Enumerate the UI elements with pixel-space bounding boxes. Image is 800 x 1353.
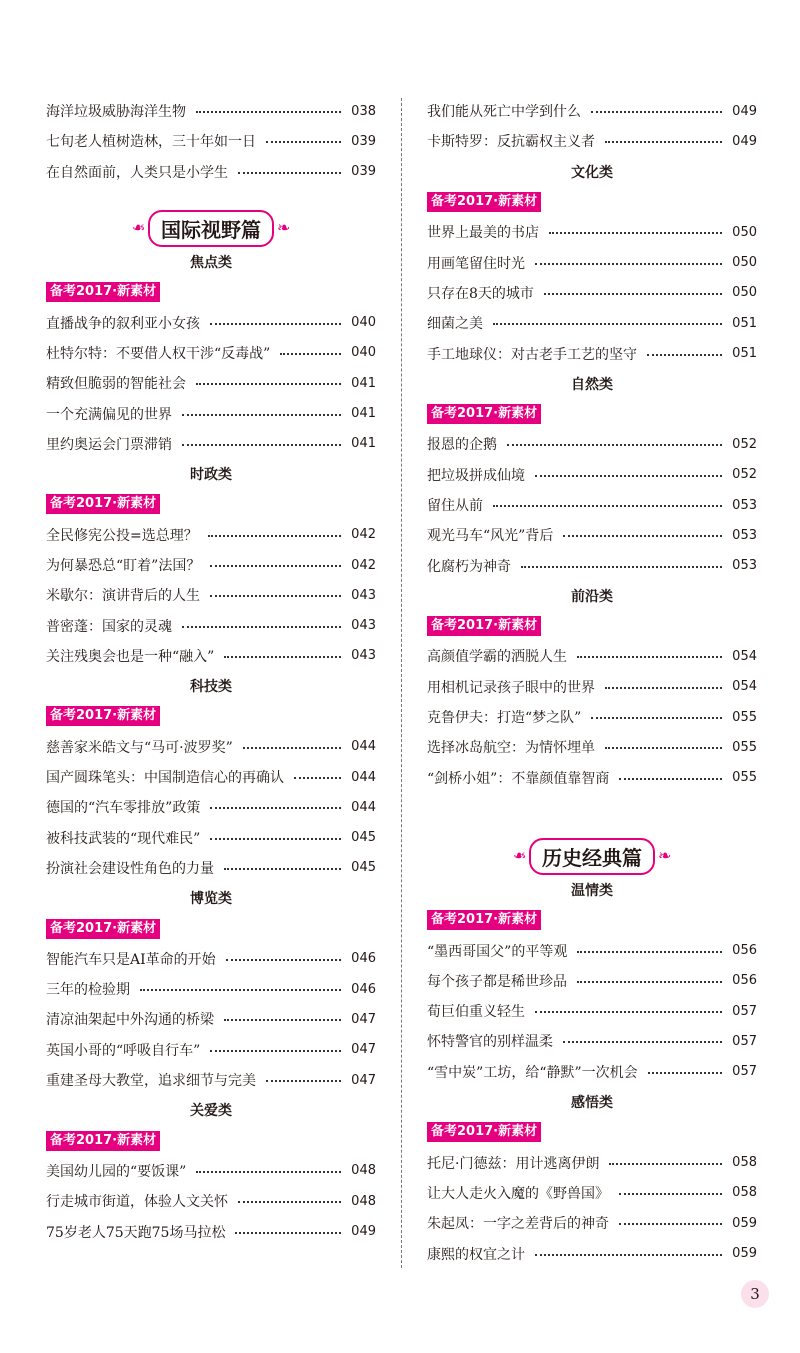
toc-entry[interactable] — [427, 278, 757, 308]
entry-title: 康熙的权宜之计 — [427, 1246, 525, 1263]
entry-title: “雪中炭”工坊，给“静默”一次机会 — [427, 1064, 638, 1081]
entry-title: 克鲁伊夫：打造“梦之队” — [427, 710, 582, 727]
entry-page-number: 053 — [732, 527, 757, 543]
entry-page-number: 047 — [351, 1072, 376, 1088]
toc-entry[interactable] — [46, 398, 376, 428]
dot-leader — [619, 778, 722, 780]
new-material-tag: 备考2017·新素材 — [427, 404, 541, 424]
toc-entry[interactable] — [46, 307, 376, 337]
tag-row — [427, 187, 757, 217]
entry-title: 每个孩子都是稀世珍品 — [427, 973, 567, 990]
entry-page-number: 051 — [732, 315, 757, 331]
tag-row — [427, 905, 757, 935]
entry-title: 化腐朽为神奇 — [427, 558, 511, 575]
dot-leader — [577, 951, 722, 953]
entry-title: 只存在8天的城市 — [427, 285, 534, 302]
entry-page-number: 044 — [351, 739, 376, 755]
tag-row — [46, 277, 376, 307]
dot-leader — [196, 1171, 341, 1173]
entry-title: 我们能从死亡中学到什么 — [427, 104, 581, 121]
toc-entry[interactable] — [427, 550, 757, 580]
entry-title: 为何暴恐总“盯着”法国？ — [46, 558, 201, 574]
entry-title: 把垃圾拼成仙境 — [427, 467, 525, 484]
dot-leader — [238, 172, 341, 174]
dot-leader — [619, 1193, 722, 1195]
entry-page-number: 059 — [732, 1246, 757, 1262]
dot-leader — [563, 535, 722, 537]
dot-leader — [577, 981, 722, 983]
entry-title: 75岁老人75天跑75场马拉松 — [46, 1224, 226, 1241]
toc-entry[interactable] — [427, 1238, 757, 1268]
toc-entry[interactable] — [46, 792, 376, 822]
entry-title: 荀巨伯重义轻生 — [427, 1004, 525, 1021]
new-material-tag: 备考2017·新素材 — [46, 706, 160, 726]
entry-page-number: 041 — [351, 436, 376, 452]
entry-title: “剑桥小姐”：不靠颜值靠智商 — [427, 770, 610, 787]
page-number: 3 — [741, 1280, 769, 1308]
new-material-tag: 备考2017·新素材 — [46, 282, 160, 302]
entry-page-number: 038 — [351, 103, 376, 119]
dot-leader — [493, 323, 722, 325]
scroll-ornament-icon: ❧ — [658, 846, 672, 866]
toc-entry[interactable] — [46, 368, 376, 398]
dot-leader — [224, 656, 341, 658]
entry-title: 世界上最美的书店 — [427, 225, 539, 242]
entry-page-number: 058 — [732, 1185, 757, 1201]
entry-title: 三年的检验期 — [46, 982, 130, 999]
entry-page-number: 043 — [351, 648, 376, 664]
entry-page-number: 059 — [732, 1215, 757, 1231]
entry-page-number: 044 — [351, 769, 376, 785]
entry-title: 全民修宪公投=选总理？ — [46, 527, 198, 544]
entry-page-number: 040 — [351, 315, 376, 331]
toc-entry[interactable] — [46, 580, 376, 610]
scroll-ornament-icon: ❧ — [277, 218, 291, 238]
entry-page-number: 045 — [351, 860, 376, 876]
entry-page-number: 043 — [351, 587, 376, 603]
dot-leader — [619, 1223, 722, 1225]
entry-page-number: 054 — [732, 679, 757, 695]
toc-entry[interactable] — [46, 1156, 376, 1186]
dot-leader — [266, 141, 341, 143]
entry-title: 被科技武装的“现代难民” — [46, 830, 201, 847]
dot-leader — [605, 687, 722, 689]
entry-page-number: 056 — [732, 943, 757, 959]
entry-title: 让大人走火入魔的《野兽国》 — [427, 1185, 609, 1202]
tag-row — [46, 1126, 376, 1156]
new-material-tag: 备考2017·新素材 — [427, 1122, 541, 1142]
entry-title: 关注残奥会也是一种“融入” — [46, 648, 215, 665]
new-material-tag: 备考2017·新素材 — [46, 494, 160, 514]
dot-leader — [549, 232, 722, 234]
dot-leader — [609, 1163, 722, 1165]
entry-page-number: 047 — [351, 1011, 376, 1027]
dot-leader — [182, 414, 341, 416]
dot-leader — [210, 323, 341, 325]
toc-entry[interactable] — [46, 157, 376, 187]
toc-entry[interactable] — [427, 996, 757, 1026]
toc-entry[interactable] — [427, 966, 757, 996]
new-material-tag: 备考2017·新素材 — [427, 910, 541, 930]
new-material-tag: 备考2017·新素材 — [427, 616, 541, 636]
entry-title: 行走城市街道，体验人文关怀 — [46, 1194, 228, 1211]
category-heading: 前沿类 — [571, 588, 613, 605]
dot-leader — [196, 383, 341, 385]
category-heading: 时政类 — [190, 467, 232, 484]
entry-page-number: 049 — [351, 1224, 376, 1240]
section-title: 国际视野篇 — [148, 210, 274, 247]
category-heading: 博览类 — [190, 891, 232, 908]
entry-title: 在自然面前，人类只是小学生 — [46, 164, 228, 181]
dot-leader — [210, 807, 341, 809]
toc-entry[interactable] — [46, 429, 376, 459]
toc-entry[interactable] — [46, 1004, 376, 1034]
toc-entry[interactable] — [46, 1216, 376, 1246]
entry-title: 精致但脆弱的智能社会 — [46, 376, 186, 393]
category-heading: 关爱类 — [190, 1103, 232, 1120]
banner-frame — [132, 210, 291, 247]
dot-leader — [648, 1072, 723, 1074]
entry-title: 国产圆珠笔头：中国制造信心的再确认 — [46, 770, 284, 787]
toc-entry[interactable] — [46, 732, 376, 762]
entry-title: 米歇尔：演讲背后的人生 — [46, 588, 200, 605]
entry-title: 直播战争的叙利亚小女孩 — [46, 315, 200, 332]
scroll-ornament-icon: ❧ — [512, 846, 526, 866]
entry-page-number: 046 — [351, 951, 376, 967]
dot-leader — [605, 747, 722, 749]
entry-page-number: 052 — [732, 436, 757, 452]
toc-entry[interactable] — [46, 1186, 376, 1216]
dot-leader — [210, 565, 341, 567]
category-heading: 温情类 — [571, 882, 613, 899]
dot-leader — [605, 141, 722, 143]
dot-leader — [196, 111, 341, 113]
entry-page-number: 043 — [351, 618, 376, 634]
dot-leader — [182, 444, 341, 446]
toc-entry[interactable] — [46, 1065, 376, 1095]
toc-entry[interactable] — [427, 460, 757, 490]
entry-title: 普密蓬：国家的灵魂 — [46, 618, 172, 635]
toc-entry[interactable] — [46, 520, 376, 550]
section-title: 历史经典篇 — [529, 838, 655, 875]
category-heading: 自然类 — [571, 376, 613, 393]
entry-page-number: 050 — [732, 285, 757, 301]
toc-entry[interactable] — [427, 217, 757, 247]
tag-row — [427, 1117, 757, 1147]
entry-page-number: 056 — [732, 973, 757, 989]
toc-entry[interactable] — [427, 641, 757, 671]
section-banner — [427, 793, 757, 875]
entry-page-number: 051 — [732, 346, 757, 362]
entry-page-number: 040 — [351, 345, 376, 361]
entry-title: 德国的“汽车零排放”政策 — [46, 800, 201, 817]
entry-page-number: 045 — [351, 830, 376, 846]
entry-title: 朱起凤：一字之差背后的神奇 — [427, 1216, 609, 1233]
section-banner — [46, 187, 376, 247]
entry-page-number: 050 — [732, 224, 757, 240]
entry-title: 托尼·门德兹：用计逃离伊朗 — [427, 1155, 600, 1172]
toc-entry[interactable] — [427, 732, 757, 762]
entry-page-number: 041 — [351, 406, 376, 422]
dot-leader — [535, 475, 722, 477]
toc-entry[interactable] — [427, 338, 757, 368]
dot-leader — [226, 959, 342, 961]
entry-title: 智能汽车只是AI革命的开始 — [46, 951, 216, 968]
toc-entry[interactable] — [46, 96, 376, 126]
toc-entry[interactable] — [427, 935, 757, 965]
entry-page-number: 055 — [732, 709, 757, 725]
dot-leader — [182, 626, 341, 628]
dot-leader — [591, 717, 722, 719]
toc-entry[interactable] — [427, 247, 757, 277]
new-material-tag: 备考2017·新素材 — [46, 919, 160, 939]
toc-entry[interactable] — [46, 823, 376, 853]
toc-entry[interactable] — [427, 1057, 757, 1087]
dot-leader — [507, 444, 722, 446]
tag-row — [46, 913, 376, 943]
entry-page-number: 058 — [732, 1155, 757, 1171]
entry-page-number: 057 — [732, 1064, 757, 1080]
entry-title: 美国幼儿园的“要饭课” — [46, 1163, 187, 1180]
toc-entry[interactable] — [427, 672, 757, 702]
dot-leader — [224, 868, 341, 870]
dot-leader — [266, 1080, 341, 1082]
toc-entry[interactable] — [46, 853, 376, 883]
tag-row — [46, 701, 376, 731]
entry-page-number: 052 — [732, 467, 757, 483]
entry-title: 手工地球仪：对古老手工艺的坚守 — [427, 346, 637, 363]
toc-entry[interactable] — [46, 641, 376, 671]
toc-entry[interactable] — [46, 974, 376, 1004]
entry-title: 留住从前 — [427, 498, 483, 514]
toc-entry[interactable] — [46, 610, 376, 640]
entry-page-number: 057 — [732, 1033, 757, 1049]
dot-leader — [535, 263, 722, 265]
tag-row — [427, 611, 757, 641]
entry-title: 里约奥运会门票滞销 — [46, 436, 172, 453]
entry-title: 杜特尔特：不要借人权干涉“反毒战” — [46, 345, 271, 362]
entry-title: 扮演社会建设性角色的力量 — [46, 860, 214, 877]
category-heading: 文化类 — [571, 164, 613, 181]
toc-entry[interactable] — [427, 429, 757, 459]
toc-entry[interactable] — [46, 126, 376, 156]
toc-entry[interactable] — [427, 520, 757, 550]
toc-entry[interactable] — [427, 1208, 757, 1238]
category-heading: 感悟类 — [571, 1095, 613, 1112]
entry-page-number: 048 — [351, 1163, 376, 1179]
entry-page-number: 050 — [732, 255, 757, 271]
toc-entry[interactable] — [46, 944, 376, 974]
entry-page-number: 055 — [732, 739, 757, 755]
entry-title: 清凉油架起中外沟通的桥梁 — [46, 1012, 214, 1029]
new-material-tag: 备考2017·新素材 — [46, 1131, 160, 1151]
entry-page-number: 048 — [351, 1193, 376, 1209]
entry-title: 英国小哥的“呼吸自行车” — [46, 1042, 201, 1059]
dot-leader — [591, 111, 722, 113]
entry-title: 七旬老人植树造林，三十年如一日 — [46, 134, 256, 151]
dot-leader — [294, 777, 341, 779]
dot-leader — [535, 1254, 722, 1256]
toc-entry[interactable] — [46, 762, 376, 792]
toc-right-column — [427, 96, 757, 1269]
entry-page-number: 039 — [351, 133, 376, 149]
entry-title: 报恩的企鹅 — [427, 437, 497, 454]
toc-entry[interactable] — [427, 308, 757, 338]
dot-leader — [577, 656, 722, 658]
entry-title: 用画笔留住时光 — [427, 255, 525, 272]
dot-leader — [647, 354, 722, 356]
entry-page-number: 041 — [351, 375, 376, 391]
dot-leader — [243, 747, 341, 749]
banner-frame — [513, 838, 672, 875]
toc-entry[interactable] — [427, 490, 757, 520]
entry-title: 卡斯特罗：反抗霸权主义者 — [427, 134, 595, 151]
dot-leader — [235, 1232, 341, 1234]
dot-leader — [544, 293, 722, 295]
dot-leader — [208, 535, 341, 537]
toc-entry[interactable] — [46, 550, 376, 580]
entry-title: “墨西哥国父”的平等观 — [427, 943, 568, 960]
entry-page-number: 049 — [732, 103, 757, 119]
entry-title: 观光马车“风光”背后 — [427, 528, 554, 545]
entry-title: 海洋垃圾威胁海洋生物 — [46, 104, 186, 121]
category-heading: 科技类 — [190, 679, 232, 696]
entry-title: 细菌之美 — [427, 316, 483, 333]
toc-entry[interactable] — [46, 1035, 376, 1065]
toc-entry[interactable] — [427, 126, 757, 156]
column-divider — [401, 98, 402, 1268]
entry-page-number: 049 — [732, 133, 757, 149]
dot-leader — [210, 838, 341, 840]
entry-title: 慈善家米皓文与“马可·波罗奖” — [46, 739, 233, 756]
dot-leader — [521, 566, 722, 568]
entry-title: 一个充满偏见的世界 — [46, 406, 172, 423]
entry-title: 选择冰岛航空：为情怀埋单 — [427, 740, 595, 757]
dot-leader — [224, 1019, 341, 1021]
dot-leader — [210, 595, 341, 597]
dot-leader — [493, 505, 722, 507]
entry-page-number: 042 — [351, 557, 376, 573]
category-heading: 焦点类 — [190, 255, 232, 272]
dot-leader — [563, 1041, 722, 1043]
toc-entry[interactable] — [427, 702, 757, 732]
entry-page-number: 046 — [351, 981, 376, 997]
entry-title: 怀特警官的别样温柔 — [427, 1034, 553, 1051]
entry-title: 用相机记录孩子眼中的世界 — [427, 679, 595, 696]
dot-leader — [238, 1201, 341, 1203]
tag-row — [46, 489, 376, 519]
entry-page-number: 053 — [732, 558, 757, 574]
toc-entry[interactable] — [427, 1026, 757, 1056]
entry-title: 重建圣母大教堂，追求细节与完美 — [46, 1073, 256, 1090]
tag-row — [427, 399, 757, 429]
toc-entry[interactable] — [427, 1148, 757, 1178]
toc-entry[interactable] — [427, 1178, 757, 1208]
entry-page-number: 055 — [732, 770, 757, 786]
dot-leader — [210, 1050, 341, 1052]
toc-entry[interactable] — [427, 96, 757, 126]
entry-page-number: 054 — [732, 648, 757, 664]
entry-page-number: 053 — [732, 497, 757, 513]
toc-entry[interactable] — [46, 338, 376, 368]
toc-entry[interactable] — [427, 763, 757, 793]
entry-page-number: 042 — [351, 527, 376, 543]
scroll-ornament-icon: ❧ — [131, 218, 145, 238]
toc-left-column — [46, 96, 376, 1247]
dot-leader — [535, 1011, 722, 1013]
dot-leader — [140, 989, 341, 991]
entry-title: 高颜值学霸的洒脱人生 — [427, 649, 567, 666]
entry-page-number: 039 — [351, 164, 376, 180]
entry-page-number: 044 — [351, 799, 376, 815]
entry-page-number: 047 — [351, 1042, 376, 1058]
entry-page-number: 057 — [732, 1003, 757, 1019]
dot-leader — [280, 353, 341, 355]
new-material-tag: 备考2017·新素材 — [427, 192, 541, 212]
